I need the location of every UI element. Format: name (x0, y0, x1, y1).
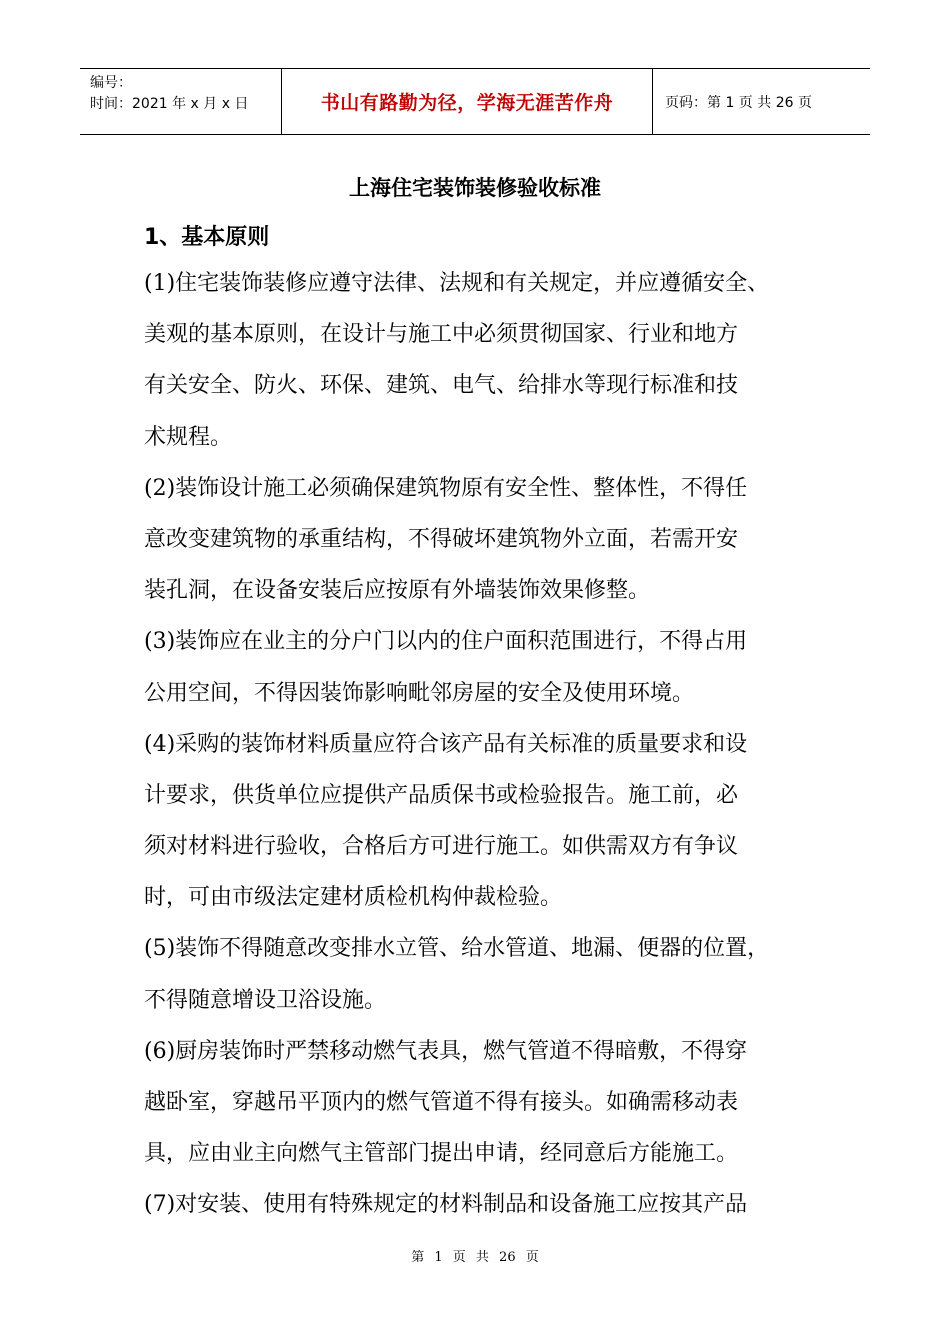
time-label: 时间：2021 年 x 月 x 日 (90, 96, 249, 112)
number-label: 编号： (90, 75, 132, 91)
document-body (144, 262, 814, 1235)
body-line: 装孔洞，在设备安装后应按原有外墙装饰效果修整。 (144, 578, 651, 604)
body-line: 须对材料进行验收，合格后方可进行施工。如供需双方有争议 (144, 834, 739, 860)
body-line: 美观的基本原则，在设计与施工中必须贯彻国家、行业和地方 (144, 322, 739, 348)
body-line: 公用空间，不得因装饰影响毗邻房屋的安全及使用环境。 (144, 680, 695, 706)
body-line: 计要求，供货单位应提供产品质保书或检验报告。施工前，必 (144, 782, 739, 808)
header-page-cell (653, 69, 870, 134)
section-heading: 1、基本原则 (144, 225, 270, 250)
body-line: (2)装饰设计施工必须确保建筑物原有安全性、整体性，不得任 (144, 475, 748, 501)
page-info: 页码：第 1 页 共 26 页 (665, 94, 812, 111)
body-line: 时，可由市级法定建材质检机构仲裁检验。 (144, 885, 563, 911)
body-line: 有关安全、防火、环保、建筑、电气、给排水等现行标准和技 (144, 373, 739, 399)
header-meta-cell (80, 69, 282, 134)
header-motto-cell (282, 69, 653, 134)
body-line: (6)厨房装饰时严禁移动燃气表具，燃气管道不得暗敷，不得穿 (144, 1038, 748, 1064)
body-line: 越卧室，穿越吊平顶内的燃气管道不得有接头。如确需移动表 (144, 1090, 739, 1115)
body-line: (7)对安装、使用有特殊规定的材料制品和设备施工应按其产品 (144, 1192, 748, 1218)
motto-text: 书山有路勤为径，学海无涯苦作舟 (320, 92, 614, 114)
body-line: 术规程。 (144, 424, 233, 450)
body-line: (5)装饰不得随意改变排水立管、给水管道、地漏、便器的位置， (144, 936, 770, 962)
document-title: 上海住宅装饰装修验收标准 (349, 176, 601, 200)
body-line: 不得随意增设卫浴设施。 (144, 987, 387, 1013)
body-line: (3)装饰应在业主的分户门以内的住户面积范围进行，不得占用 (144, 629, 748, 655)
body-line: (1)住宅装饰装修应遵守法律、法规和有关规定，并应遵循安全、 (144, 271, 770, 296)
body-line: 具，应由业主向燃气主管部门提出申请，经同意后方能施工。 (144, 1141, 739, 1167)
body-line: 意改变建筑物的承重结构，不得破坏建筑物外立面，若需开安 (144, 526, 739, 552)
header-table (80, 68, 870, 135)
body-line: (4)采购的装饰材料质量应符合该产品有关标准的质量要求和设 (144, 731, 748, 757)
page-footer: 第 1 页 共 26 页 (411, 1250, 539, 1265)
